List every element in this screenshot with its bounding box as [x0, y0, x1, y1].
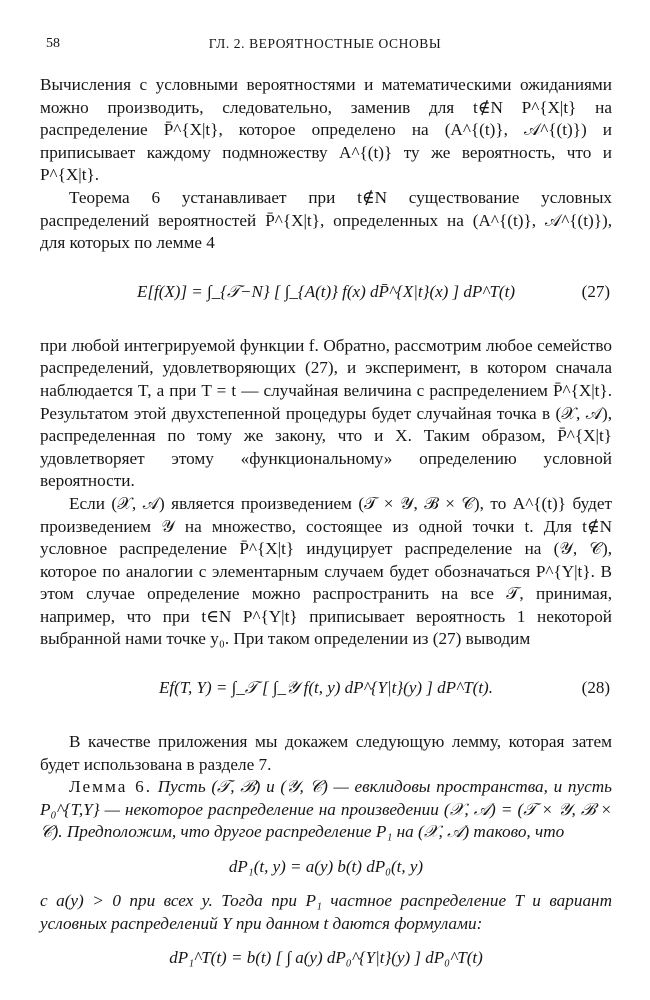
equation-lemma-density-expression: dP₁(t, y) = a(y) b(t) dP₀(t, y): [228, 857, 424, 877]
equation-28: [40, 661, 612, 723]
paragraph-3: при любой интегрируемой функции f. Обратно, рассмотрим любое семейство распределений, удовлетворяющих (27), и эксперимент, в котором сначала наблюдается T, а при T = t — случайная величина с распределением P̄^{X|t}. Результатом этой двухстепенной процедуры будет случайная точка в (𝒳, 𝒜), распределенная по тому же закону, что и X. Таким образом, P̄^{X|t} удовлетворяет этому «функциональному» определению условной вероятности.: [40, 335, 612, 491]
paragraph-4: Если (𝒳, 𝒜) является произведением (𝒯 × 𝒴, ℬ × 𝒞), то A^{(t)} будет произведением 𝒴 на множество, состоящее из одной точки t. Для t∉N условное распределение P̄^{X|t} индуцирует распределение на (𝒴, 𝒞), которое по аналогии с элементарным случаем будет обозначаться P^{Y|t}. В этом случае определение можно распространить на все 𝒯, принимая, например, что при t∈N P^{Y|t} приписывает вероятность 1 некоторой выбранной нами точке y₀. При таком определении из (27) выводим: [40, 493, 612, 649]
equation-lemma-marginal: [40, 941, 612, 975]
equation-lemma-density: [40, 850, 612, 884]
paragraph-1: Вычисления с условными вероятностями и математическими ожиданиями можно производить, следовательно, заменив для t∉N P^{X|t} на распределение P̄^{X|t}, которое определено на (A^{(t)}, 𝒜^{(t)}) и приписывает каждому подмножеству A^{(t)} ту же вероятность, что и P^{X|t}.: [40, 75, 612, 185]
running-title: ГЛ. 2. ВЕРОЯТНОСТНЫЕ ОСНОВЫ: [208, 36, 442, 51]
lemma-statement: Пусть (𝒯, ℬ) и (𝒴, 𝒞) — евклидовы пространства, и пусть P₀^{T,Y} — некоторое распределение на произведении (𝒳, 𝒜) = (𝒯 × 𝒴, ℬ × 𝒞). Предположим, что другое распределение P₁ на (𝒳, 𝒜) таково, что: [40, 777, 613, 842]
paragraph-5: В качестве приложения мы докажем следующую лемму, которая затем будет использована в разделе 7.: [40, 732, 612, 774]
running-header: [38, 36, 612, 58]
equation-lemma-marginal-expression: dP₁^T(t) = b(t) [ ∫ a(y) dP₀^{Y|t}(y) ] dP₀^T(t): [169, 948, 483, 968]
lemma-label: Лемма 6.: [69, 777, 153, 797]
paragraph-2: Теорема 6 устанавливает при t∉N существование условных распределений вероятностей P̄^{X|t}, определенных на (A^{(t)}, 𝒜^{(t)}), для которых по лемме 4: [40, 187, 612, 253]
equation-27-expression: E[f(X)] = ∫_{𝒯−N} [ ∫_{A(t)} f(x) dP̄^{X|t}(x) ] dP^T(t): [137, 281, 515, 301]
equation-28-number: (28): [581, 678, 610, 698]
equation-27-number: (27): [581, 281, 610, 301]
page-body: [40, 74, 612, 981]
equation-27: [40, 265, 612, 327]
lemma-6: [40, 776, 612, 844]
equation-28-expression: Ef(T, Y) = ∫_𝒯 [ ∫_𝒴 f(t, y) dP^{Y|t}(y) ] dP^T(t).: [159, 678, 493, 698]
page-number: 58: [46, 36, 60, 51]
paragraph-6: с a(y) > 0 при всех y. Тогда при P₁ частное распределение T и вариант условных распределений Y при данном t даются формулами:: [40, 891, 612, 933]
